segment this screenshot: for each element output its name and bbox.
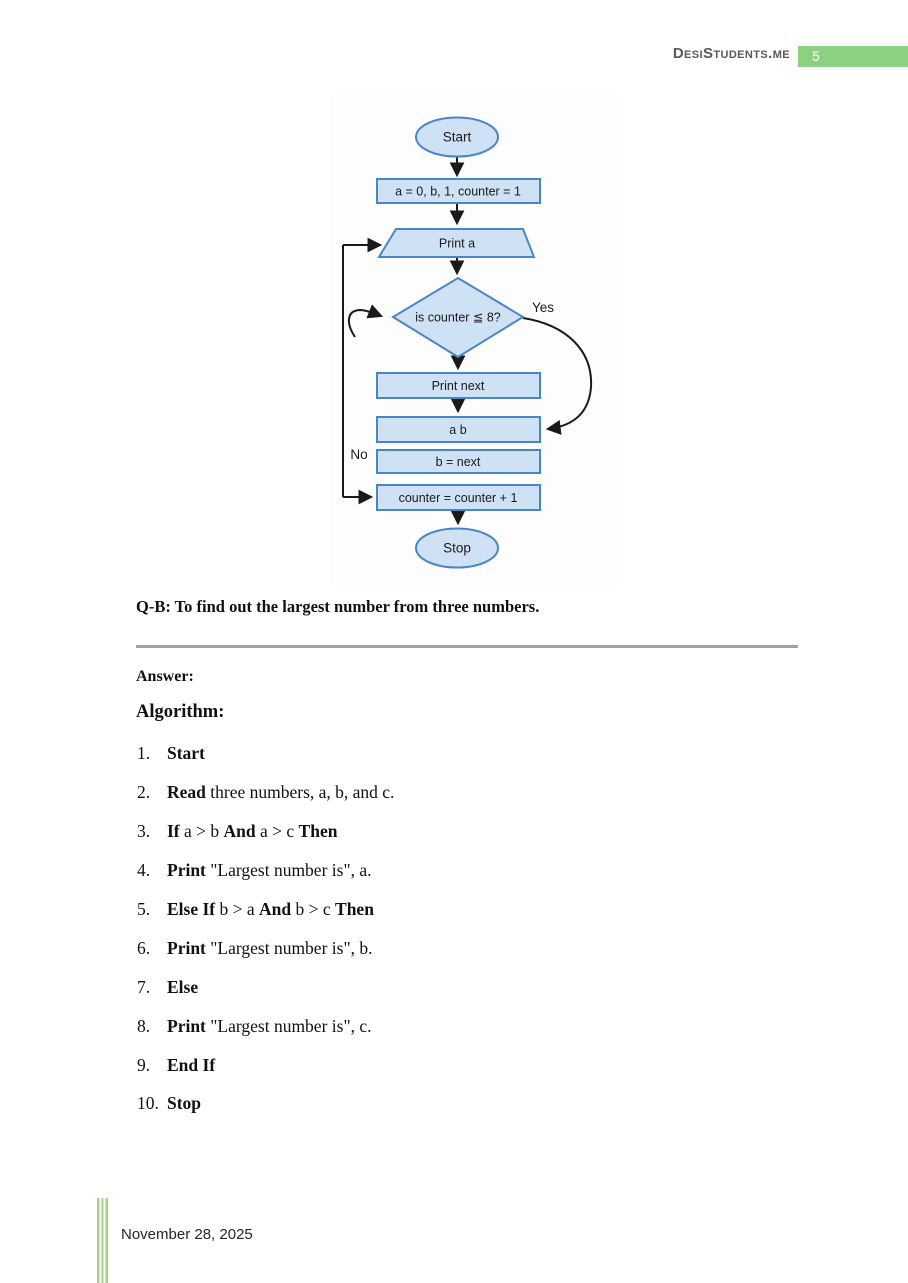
- algorithm-step: [137, 744, 737, 764]
- page-number: 5: [812, 48, 820, 64]
- stop-label: Stop: [443, 540, 471, 556]
- start-label: Start: [442, 129, 472, 145]
- algorithm-step: [137, 900, 737, 920]
- algorithm-step: [137, 978, 737, 998]
- step-number: 4.: [137, 859, 151, 880]
- yes-label: Yes: [531, 300, 555, 315]
- decision-label: is counter ≦ 8?: [415, 310, 501, 325]
- step-number: 5.: [137, 898, 151, 919]
- algorithm-step: [137, 1094, 737, 1114]
- step-number: 1.: [137, 743, 151, 763]
- decision-left-in-curve: [349, 310, 381, 337]
- algorithm-label: Algorithm:: [136, 702, 225, 722]
- print-next-label: Print next: [431, 379, 485, 393]
- question-heading: Q-B: To find out the largest number from three numbers.: [136, 597, 540, 616]
- no-label: No: [350, 447, 368, 462]
- step-text: If a > b And a > c Then: [167, 820, 338, 841]
- step-text: Print "Largest number is", a.: [167, 859, 372, 880]
- page-number-badge: [798, 46, 908, 67]
- step-number: 6.: [137, 937, 151, 958]
- ab-label: a b: [449, 423, 467, 437]
- step-number: 10.: [137, 1093, 159, 1114]
- algorithm-steps: [137, 744, 737, 1114]
- site-name: DesiStudents.me: [672, 45, 790, 62]
- step-number: 2.: [137, 781, 151, 802]
- footer-date: November 28, 2025: [121, 1226, 253, 1243]
- step-text: Read three numbers, a, b, and c.: [167, 781, 395, 802]
- step-number: 7.: [137, 976, 151, 997]
- b-next-label: b = next: [435, 455, 481, 469]
- step-text: Print "Largest number is", c.: [167, 1015, 372, 1036]
- step-number: 8.: [137, 1015, 151, 1036]
- algorithm-step: [137, 939, 737, 959]
- step-text: Stop: [167, 1093, 202, 1114]
- print-a-label: Print a: [438, 236, 476, 251]
- flowchart: [330, 95, 620, 585]
- init-label: a = 0, b, 1, counter = 1: [395, 184, 521, 199]
- step-text: Print "Largest number is", b.: [167, 937, 373, 958]
- step-text: Else: [167, 976, 199, 997]
- step-text: Else If b > a And b > c Then: [167, 898, 374, 919]
- footer-accent-bars: [97, 1198, 108, 1283]
- step-number: 9.: [137, 1054, 151, 1075]
- algorithm-step: [137, 1017, 737, 1037]
- step-text: Start: [167, 743, 205, 763]
- step-text: End If: [167, 1054, 216, 1075]
- answer-label: Answer:: [136, 668, 194, 685]
- algorithm-step: [137, 783, 737, 803]
- horizontal-divider: [136, 645, 798, 648]
- algorithm-step: [137, 861, 737, 881]
- algorithm-step: [137, 822, 737, 842]
- algorithm-step: [137, 1056, 737, 1076]
- counter-label: counter = counter + 1: [398, 491, 518, 505]
- step-number: 3.: [137, 820, 151, 841]
